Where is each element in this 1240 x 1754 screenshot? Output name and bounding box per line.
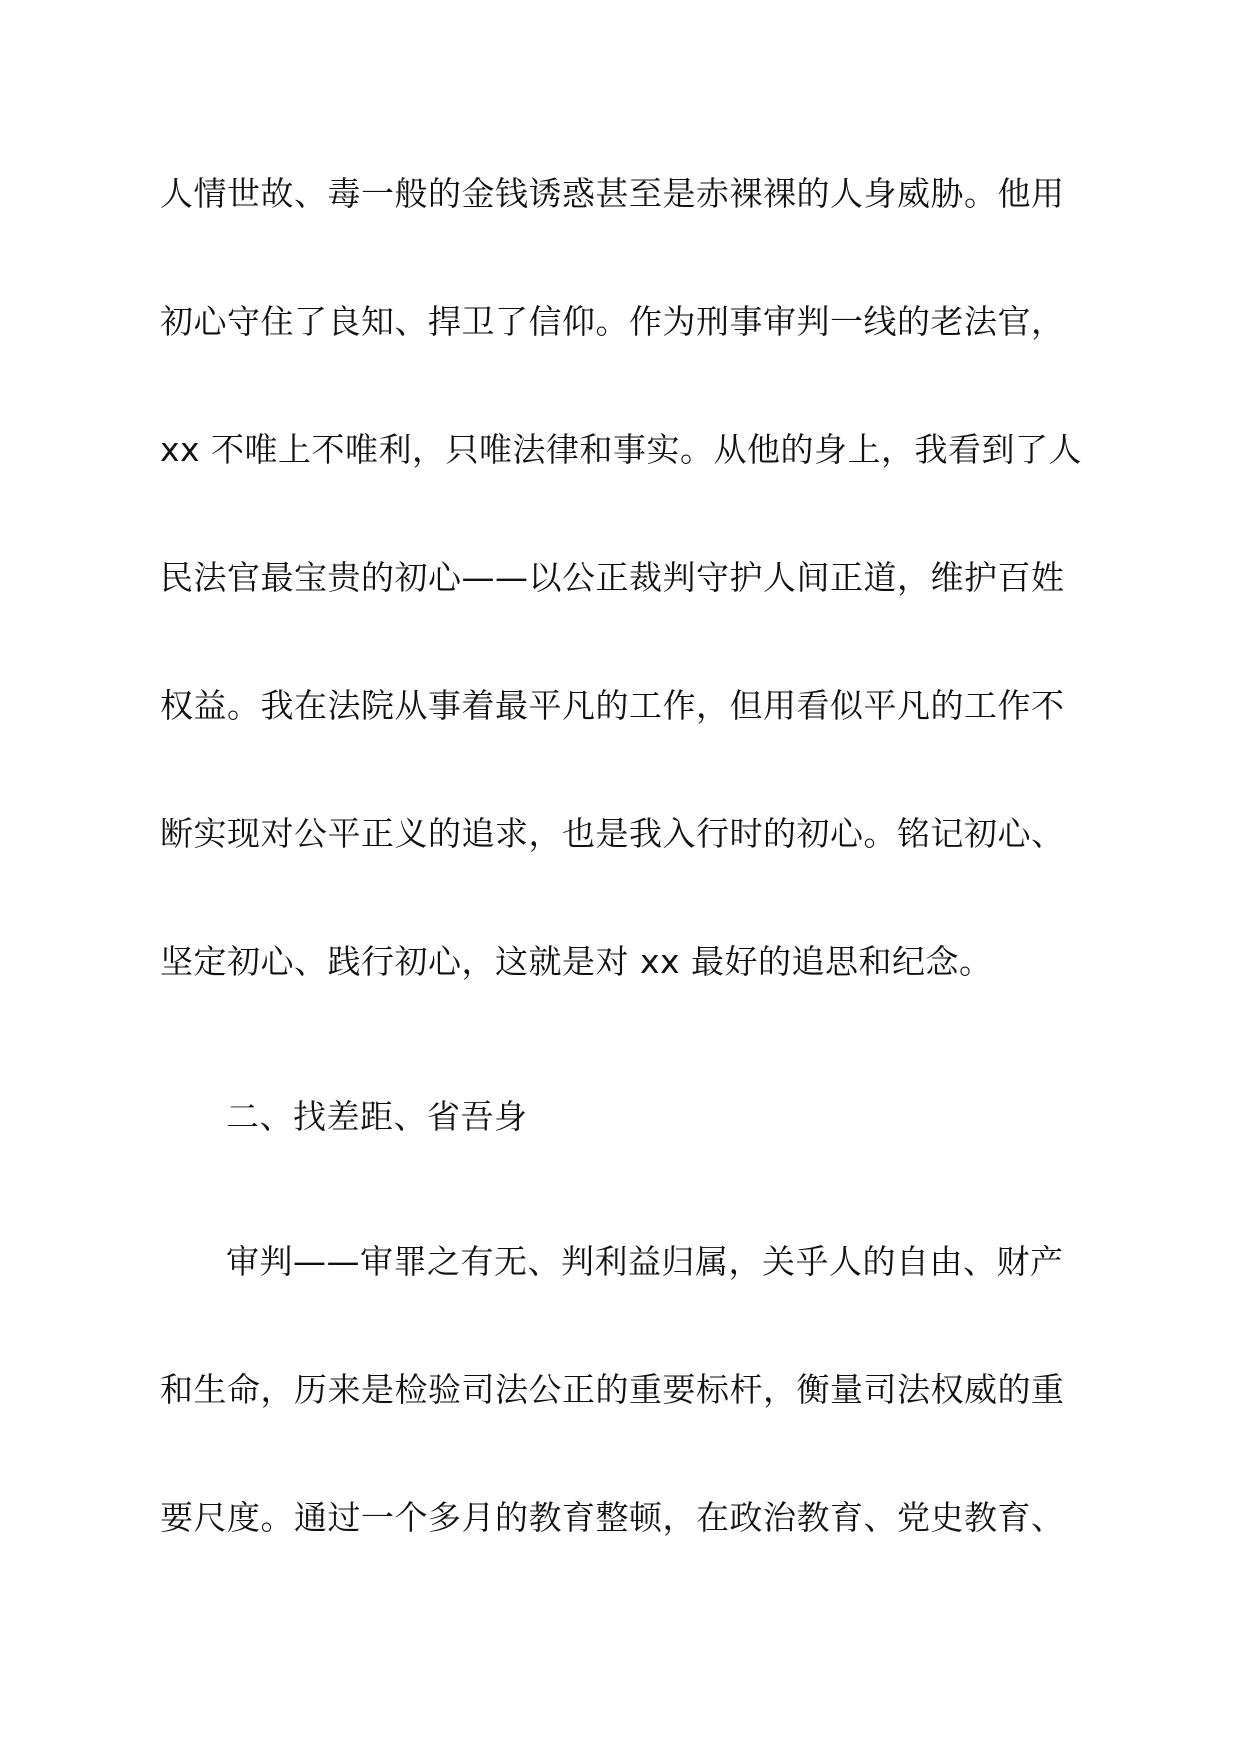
paragraph-line: 坚定初心、践行初心，这就是对 xx 最好的追思和纪念。 xyxy=(160,942,993,981)
paragraph-line: 民法官最宝贵的初心——以公正裁判守护人间正道，维护百姓 xyxy=(160,558,1065,597)
section-heading: 二、找差距、省吾身 xyxy=(226,1097,528,1136)
paragraph-line: 断实现对公平正义的追求，也是我入行时的初心。铭记初心、 xyxy=(160,814,1065,853)
paragraph-line: xx 不唯上不唯利，只唯法律和事实。从他的身上，我看到了人 xyxy=(160,430,1083,469)
paragraph-line: 初心守住了良知、捍卫了信仰。作为刑事审判一线的老法官， xyxy=(160,302,1065,341)
paragraph-line: 和生命，历来是检验司法公正的重要标杆，衡量司法权威的重 xyxy=(160,1370,1065,1409)
paragraph-line: 权益。我在法院从事着最平凡的工作，但用看似平凡的工作不 xyxy=(160,686,1065,725)
paragraph-line: 审判——审罪之有无、判利益归属，关乎人的自由、财产 xyxy=(226,1242,1064,1281)
paragraph-line: 人情世故、毒一般的金钱诱惑甚至是赤裸裸的人身威胁。他用 xyxy=(160,174,1065,213)
paragraph-line: 要尺度。通过一个多月的教育整顿，在政治教育、党史教育、 xyxy=(160,1498,1065,1537)
